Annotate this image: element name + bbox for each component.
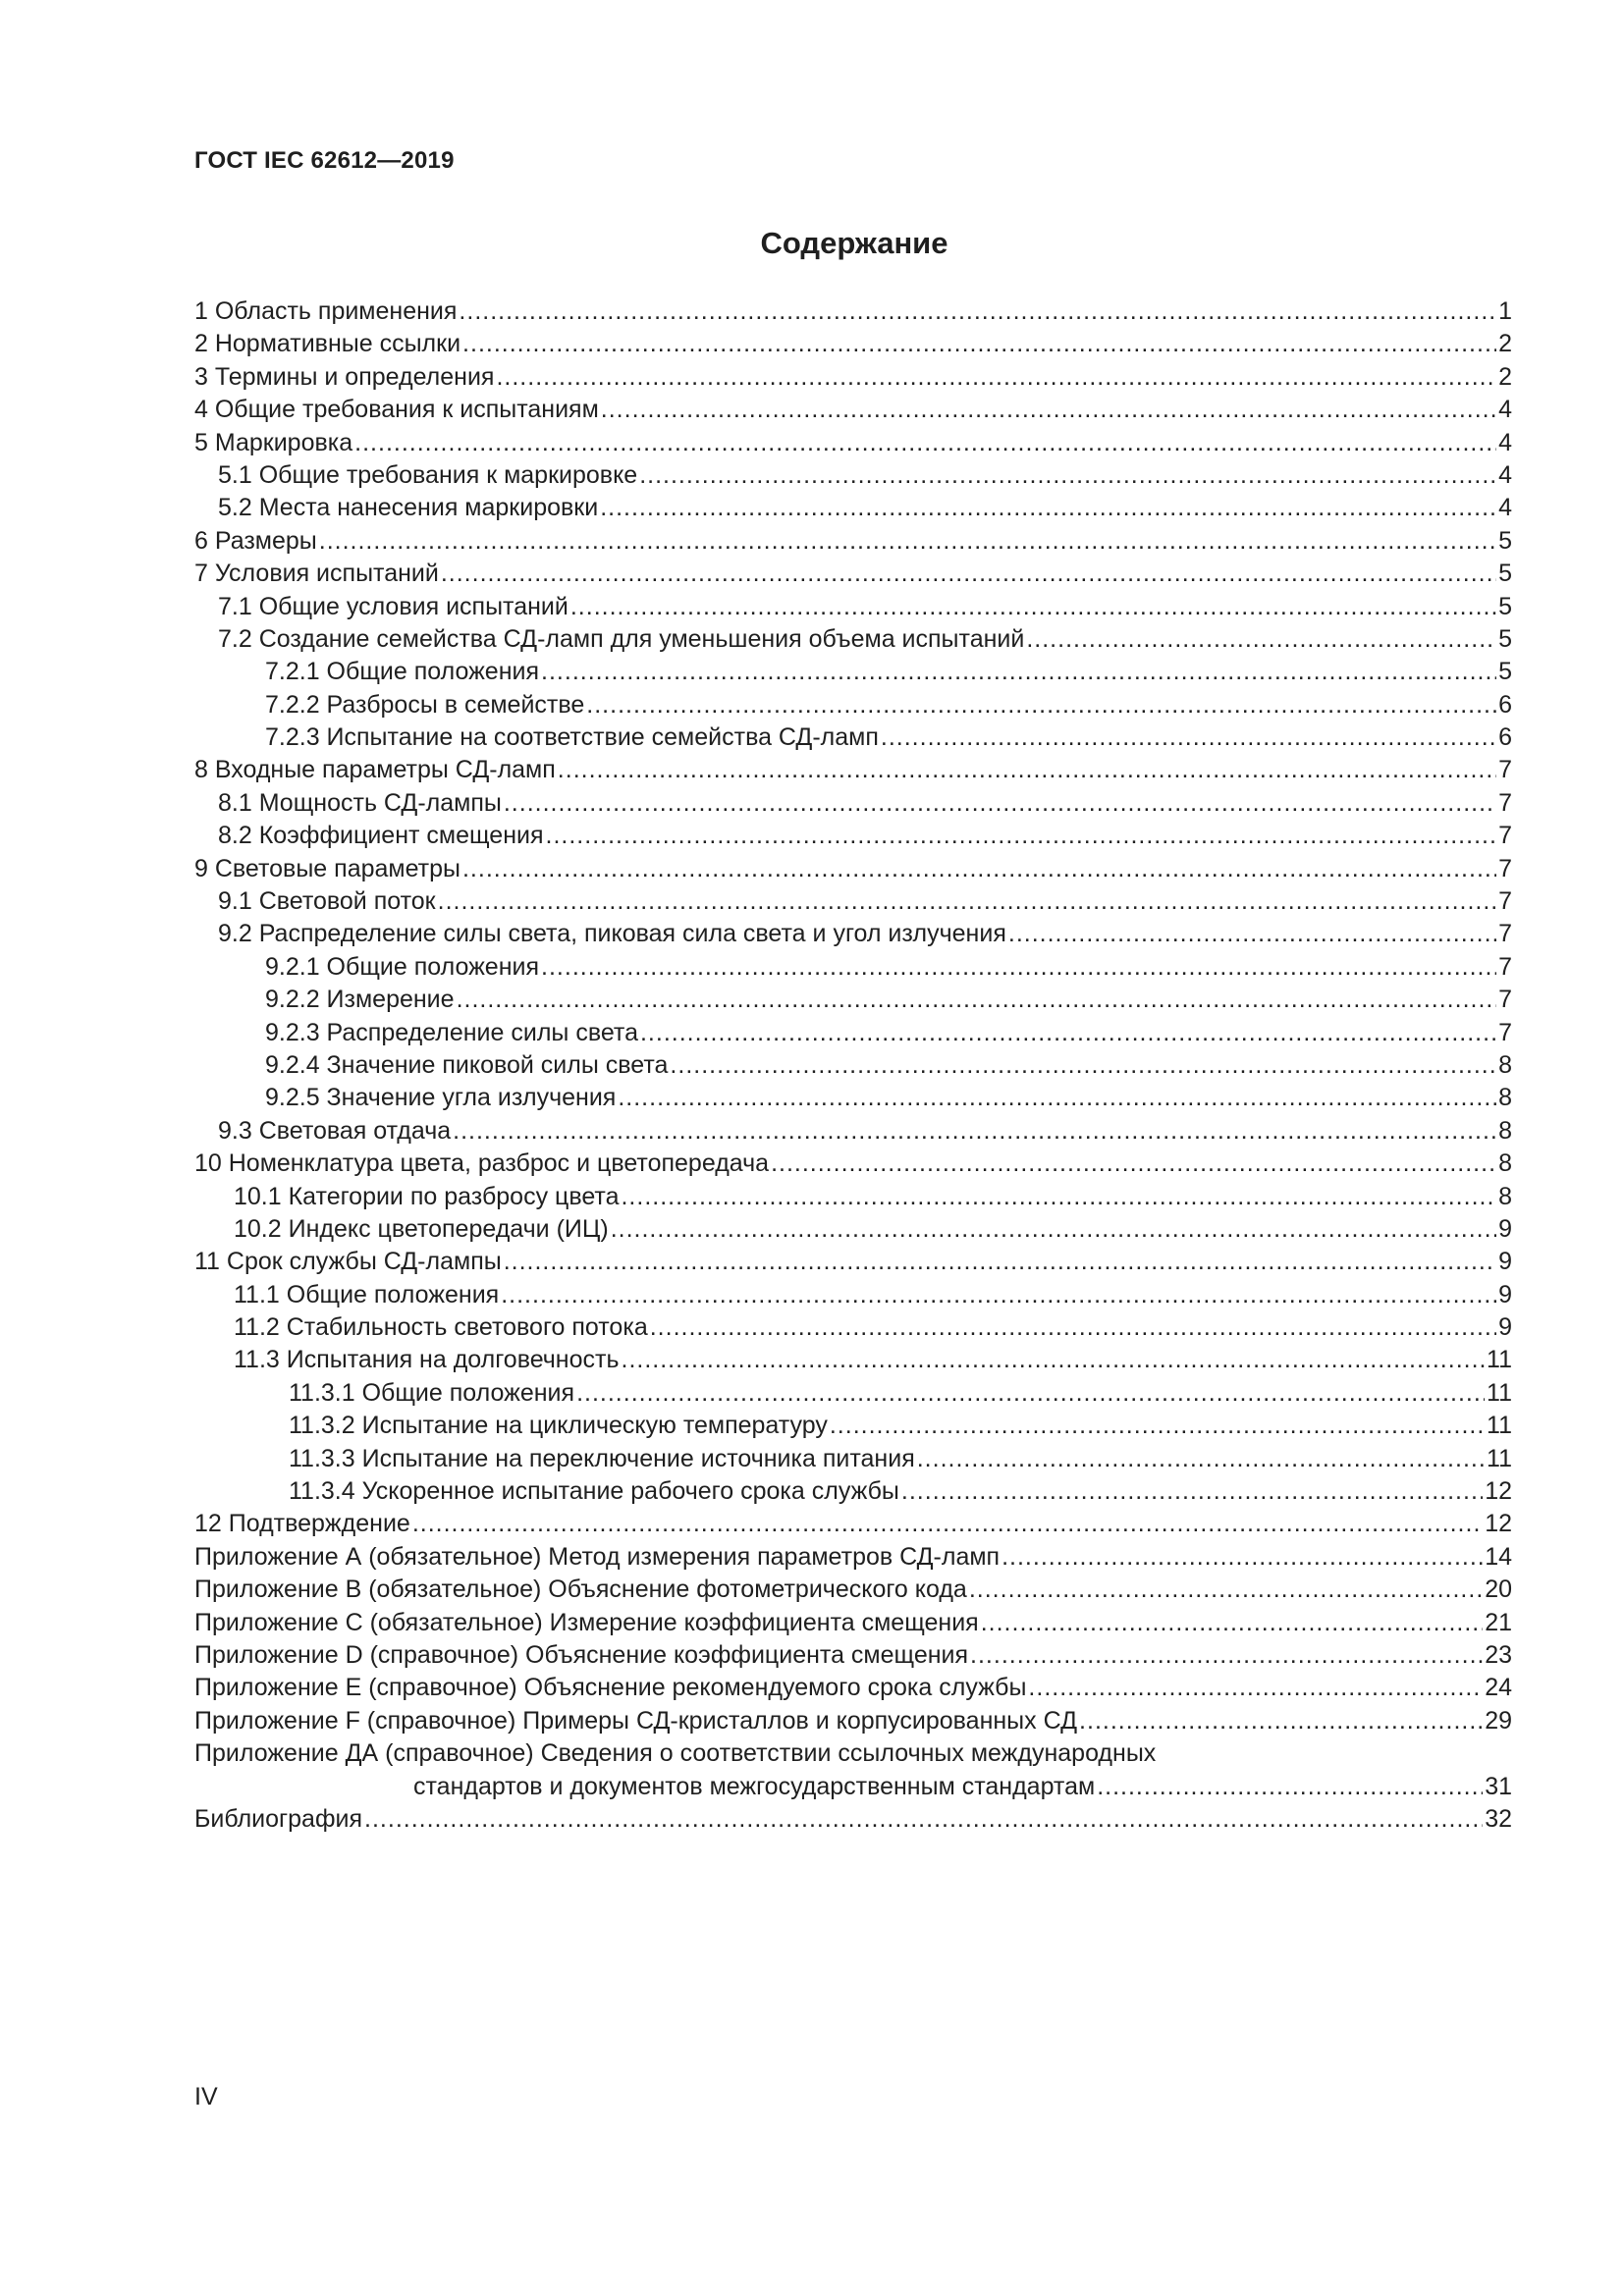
toc-entry[interactable] bbox=[194, 1279, 1512, 1311]
toc-entry-page: 4 bbox=[1498, 396, 1512, 424]
toc-entry[interactable] bbox=[194, 1508, 1512, 1540]
toc-entry[interactable] bbox=[194, 1541, 1512, 1574]
leader-dots bbox=[558, 754, 1496, 786]
leader-dots bbox=[1097, 1771, 1483, 1803]
toc-entry-page: 8 bbox=[1498, 1182, 1512, 1210]
toc-entry-title: 11 Срок службы СД-лампы bbox=[194, 1248, 502, 1276]
toc-entry-page: 7 bbox=[1498, 887, 1512, 916]
toc-entry-page: 7 bbox=[1498, 952, 1512, 981]
toc-entry-title: 9.1 Световой поток bbox=[218, 887, 436, 916]
leader-dots bbox=[570, 591, 1496, 623]
page-number: IV bbox=[194, 2083, 218, 2110]
toc-entry-page: 7 bbox=[1498, 920, 1512, 948]
leader-dots bbox=[504, 1246, 1496, 1278]
toc-entry-page: 8 bbox=[1498, 1050, 1512, 1079]
leader-dots bbox=[1026, 623, 1496, 656]
leader-dots bbox=[611, 1213, 1496, 1246]
toc-entry-title: 5.2 Места нанесения маркировки bbox=[218, 494, 599, 522]
toc-entry-page: 7 bbox=[1498, 788, 1512, 817]
toc-entry-title: 11.3.3 Испытание на переключение источника питания bbox=[289, 1444, 915, 1472]
toc-entry-page: 7 bbox=[1498, 756, 1512, 784]
toc-entry-title: 7 Условия испытаний bbox=[194, 560, 439, 588]
toc-entry[interactable] bbox=[194, 1082, 1512, 1114]
toc-entry[interactable] bbox=[194, 951, 1512, 984]
toc-entry-title: 9.2.1 Общие положения bbox=[265, 952, 540, 981]
leader-dots bbox=[586, 689, 1496, 721]
toc-entry-title: 9.3 Световая отдача bbox=[218, 1116, 452, 1145]
leader-dots bbox=[618, 1082, 1496, 1114]
toc-entry[interactable] bbox=[194, 787, 1512, 820]
toc-entry-page: 7 bbox=[1498, 822, 1512, 850]
toc-entry-title: 11.3.2 Испытание на циклическую температуру bbox=[289, 1412, 828, 1440]
toc-entry-page: 24 bbox=[1485, 1674, 1512, 1702]
toc-entry[interactable] bbox=[194, 1574, 1512, 1606]
toc-entry[interactable] bbox=[194, 1345, 1512, 1377]
toc-entry[interactable] bbox=[194, 1410, 1512, 1442]
toc-entry-title: 11.3.4 Ускоренное испытание рабочего срока службы bbox=[289, 1477, 899, 1506]
document-header: ГОСТ IEC 62612—2019 bbox=[194, 147, 455, 174]
toc-entry-page: 12 bbox=[1485, 1477, 1512, 1506]
leader-dots bbox=[969, 1574, 1483, 1606]
leader-dots bbox=[901, 1475, 1483, 1508]
leader-dots bbox=[412, 1508, 1483, 1540]
toc-entry-page: 6 bbox=[1498, 690, 1512, 719]
toc-entry-page: 9 bbox=[1498, 1280, 1512, 1308]
leader-dots bbox=[459, 295, 1496, 328]
toc-entry[interactable] bbox=[194, 689, 1512, 721]
toc-entry-page: 1 bbox=[1498, 296, 1512, 325]
toc-entry-title: 7.2 Создание семейства СД-ламп для уменьшения объема испытаний bbox=[218, 624, 1025, 653]
leader-dots bbox=[462, 328, 1496, 360]
toc-entry-page: 7 bbox=[1498, 986, 1512, 1014]
leader-dots bbox=[639, 459, 1496, 492]
leader-dots bbox=[600, 492, 1496, 524]
toc-entry-page: 29 bbox=[1485, 1706, 1512, 1735]
toc-entry-title: 9.2 Распределение силы света, пиковая сила света и угол излучения bbox=[218, 920, 1006, 948]
leader-dots bbox=[830, 1410, 1485, 1442]
toc-entry[interactable] bbox=[194, 591, 1512, 623]
toc-entry-title: 10.1 Категории по разбросу цвета bbox=[234, 1182, 620, 1210]
toc-entry[interactable] bbox=[194, 361, 1512, 394]
toc-entry-continuation[interactable] bbox=[194, 1771, 1512, 1803]
toc-entry-title: Приложение С (обязательное) Измерение коэффициента смещения bbox=[194, 1608, 979, 1636]
toc-entry-page: 5 bbox=[1498, 526, 1512, 555]
toc-entry-title: 4 Общие требования к испытаниям bbox=[194, 396, 599, 424]
toc-entry-title: 9 Световые параметры bbox=[194, 854, 460, 882]
toc-entry-page: 7 bbox=[1498, 854, 1512, 882]
toc-entry[interactable] bbox=[194, 918, 1512, 950]
toc-entry-page: 5 bbox=[1498, 592, 1512, 620]
leader-dots bbox=[1001, 1541, 1483, 1574]
leader-dots bbox=[622, 1345, 1486, 1377]
toc-entry-title: 8.2 Коэффициент смещения bbox=[218, 822, 544, 850]
leader-dots bbox=[970, 1639, 1483, 1672]
toc-entry-title: Приложение F (справочное) Примеры СД-кристаллов и корпусированных СД bbox=[194, 1706, 1078, 1735]
leader-dots bbox=[354, 427, 1496, 459]
toc-entry-page: 6 bbox=[1498, 723, 1512, 752]
leader-dots bbox=[541, 656, 1496, 688]
toc-entry-page: 5 bbox=[1498, 560, 1512, 588]
leader-dots bbox=[640, 1017, 1496, 1049]
leader-dots bbox=[501, 1279, 1496, 1311]
toc-entry-page: 11 bbox=[1487, 1378, 1512, 1407]
leader-dots bbox=[541, 951, 1496, 984]
leader-dots bbox=[576, 1377, 1485, 1410]
toc-entry-page: 4 bbox=[1498, 428, 1512, 456]
toc-entry[interactable] bbox=[194, 754, 1512, 786]
leader-dots bbox=[496, 361, 1496, 394]
toc-entry[interactable] bbox=[194, 1148, 1512, 1180]
toc-entry-title: стандартов и документов межгосударственным стандартам bbox=[413, 1772, 1096, 1800]
toc-entry[interactable] bbox=[194, 492, 1512, 524]
toc-entry[interactable] bbox=[194, 427, 1512, 459]
leader-dots bbox=[1028, 1672, 1483, 1704]
toc-entry[interactable] bbox=[194, 1475, 1512, 1508]
toc-entry[interactable] bbox=[194, 853, 1512, 885]
toc-entry-page: 11 bbox=[1487, 1346, 1512, 1374]
toc-entry[interactable] bbox=[194, 1311, 1512, 1344]
toc-entry-page: 7 bbox=[1498, 1018, 1512, 1046]
toc-entry-title: 11.3 Испытания на долговечность bbox=[234, 1346, 620, 1374]
toc-entry-title: Библиография bbox=[194, 1804, 363, 1833]
toc-entry-page: 9 bbox=[1498, 1214, 1512, 1243]
toc-entry-title: 7.2.3 Испытание на соответствие семейства СД-ламп bbox=[265, 723, 879, 752]
leader-dots bbox=[504, 787, 1496, 820]
leader-dots bbox=[441, 558, 1496, 590]
toc-entry-title: 9.2.2 Измерение bbox=[265, 986, 455, 1014]
toc-entry[interactable] bbox=[194, 820, 1512, 852]
toc-entry-page: 4 bbox=[1498, 460, 1512, 489]
leader-dots bbox=[1079, 1705, 1483, 1737]
toc-entry-title: Приложение Е (справочное) Объяснение рекомендуемого срока службы bbox=[194, 1674, 1027, 1702]
toc-entry-title: 6 Размеры bbox=[194, 526, 317, 555]
toc-entry[interactable] bbox=[194, 328, 1512, 360]
toc-entry[interactable] bbox=[194, 1705, 1512, 1737]
toc-entry-page: 31 bbox=[1485, 1772, 1512, 1800]
toc-entry-page: 12 bbox=[1485, 1510, 1512, 1538]
toc-entry-page: 2 bbox=[1498, 362, 1512, 391]
leader-dots bbox=[917, 1443, 1485, 1475]
toc-entry-title: Приложение D (справочное) Объяснение коэффициента смещения bbox=[194, 1641, 969, 1669]
toc-entry-title: 10 Номенклатура цвета, разброс и цветопередача bbox=[194, 1149, 770, 1178]
leader-dots bbox=[1008, 918, 1496, 950]
toc-entry[interactable] bbox=[194, 525, 1512, 558]
toc-entry-page: 8 bbox=[1498, 1084, 1512, 1112]
toc-entry[interactable] bbox=[194, 394, 1512, 426]
toc-entry-page: 2 bbox=[1498, 330, 1512, 358]
toc-entry-page: 8 bbox=[1498, 1116, 1512, 1145]
toc-entry[interactable] bbox=[194, 558, 1512, 590]
toc-entry-title: 5 Маркировка bbox=[194, 428, 353, 456]
toc-entry-title: 9.2.3 Распределение силы света bbox=[265, 1018, 638, 1046]
toc-entry-title: 7.2.1 Общие положения bbox=[265, 658, 540, 686]
toc-entry[interactable] bbox=[194, 1443, 1512, 1475]
leader-dots bbox=[771, 1148, 1496, 1180]
toc-entry-title: 10.2 Индекс цветопередачи (ИЦ) bbox=[234, 1214, 609, 1243]
toc-entry-page: 20 bbox=[1485, 1575, 1512, 1604]
leader-dots bbox=[319, 525, 1496, 558]
toc-entry[interactable] bbox=[194, 1737, 1512, 1770]
leader-dots bbox=[621, 1181, 1496, 1213]
toc-entry-page: 14 bbox=[1485, 1542, 1512, 1571]
leader-dots bbox=[881, 721, 1496, 754]
toc-entry-page: 5 bbox=[1498, 624, 1512, 653]
toc-entry[interactable] bbox=[194, 1607, 1512, 1639]
toc-entry[interactable] bbox=[194, 1672, 1512, 1704]
toc-entry-title: Приложение А (обязательное) Метод измерения параметров СД-ламп bbox=[194, 1542, 1001, 1571]
toc-entry-page: 9 bbox=[1498, 1248, 1512, 1276]
toc-entry-title: 1 Область применения bbox=[194, 296, 458, 325]
leader-dots bbox=[546, 820, 1497, 852]
toc-entry-page: 9 bbox=[1498, 1313, 1512, 1342]
leader-dots bbox=[670, 1049, 1496, 1082]
leader-dots bbox=[601, 394, 1496, 426]
toc-entry-title: Приложение ДА (справочное) Сведения о соответствии ссылочных международных bbox=[194, 1739, 1157, 1768]
toc-entry-title: 9.2.5 Значение угла излучения bbox=[265, 1084, 617, 1112]
toc-entry-title: 2 Нормативные ссылки bbox=[194, 330, 461, 358]
leader-dots bbox=[462, 853, 1496, 885]
toc-entry-title: 5.1 Общие требования к маркировке bbox=[218, 460, 638, 489]
toc-entry-title: 12 Подтверждение bbox=[194, 1510, 410, 1538]
toc-entry-page: 8 bbox=[1498, 1149, 1512, 1178]
toc-entry-title: 7.1 Общие условия испытаний bbox=[218, 592, 568, 620]
page-title: Содержание bbox=[760, 226, 948, 260]
toc-entry[interactable] bbox=[194, 656, 1512, 688]
toc-entry[interactable] bbox=[194, 1377, 1512, 1410]
leader-dots bbox=[457, 984, 1497, 1016]
toc-entry[interactable] bbox=[194, 1246, 1512, 1278]
leader-dots bbox=[364, 1803, 1483, 1836]
toc-entry[interactable] bbox=[194, 1017, 1512, 1049]
toc-entry[interactable] bbox=[194, 295, 1512, 328]
leader-dots bbox=[650, 1311, 1496, 1344]
toc-entry-title: Приложение В (обязательное) Объяснение фотометрического кода bbox=[194, 1575, 967, 1604]
toc-entry[interactable] bbox=[194, 1213, 1512, 1246]
toc-entry-title: 8 Входные параметры СД-ламп bbox=[194, 756, 556, 784]
table-of-contents bbox=[194, 295, 1512, 1836]
toc-entry[interactable] bbox=[194, 1803, 1512, 1836]
toc-entry-title: 7.2.2 Разбросы в семействе bbox=[265, 690, 585, 719]
toc-entry-title: 3 Термины и определения bbox=[194, 362, 495, 391]
leader-dots bbox=[981, 1607, 1483, 1639]
toc-entry-page: 5 bbox=[1498, 658, 1512, 686]
toc-entry[interactable] bbox=[194, 721, 1512, 754]
toc-entry-title: 11.1 Общие положения bbox=[234, 1280, 500, 1308]
toc-entry[interactable] bbox=[194, 1115, 1512, 1148]
toc-entry[interactable] bbox=[194, 1181, 1512, 1213]
toc-entry-title: 11.2 Стабильность светового потока bbox=[234, 1313, 648, 1342]
toc-entry-page: 11 bbox=[1487, 1444, 1512, 1472]
toc-entry-page: 11 bbox=[1487, 1412, 1512, 1440]
toc-entry-title: 9.2.4 Значение пиковой силы света bbox=[265, 1050, 669, 1079]
toc-entry-page: 4 bbox=[1498, 494, 1512, 522]
toc-entry[interactable] bbox=[194, 885, 1512, 918]
toc-entry-title: 11.3.1 Общие положения bbox=[289, 1378, 575, 1407]
toc-entry-page: 21 bbox=[1485, 1608, 1512, 1636]
toc-entry[interactable] bbox=[194, 1049, 1512, 1082]
toc-entry[interactable] bbox=[194, 984, 1512, 1016]
leader-dots bbox=[453, 1115, 1496, 1148]
toc-entry-title: 8.1 Мощность СД-лампы bbox=[218, 788, 502, 817]
toc-entry[interactable] bbox=[194, 459, 1512, 492]
leader-dots bbox=[438, 885, 1496, 918]
toc-entry-page: 23 bbox=[1485, 1641, 1512, 1669]
toc-entry-page: 32 bbox=[1485, 1804, 1512, 1833]
toc-entry[interactable] bbox=[194, 623, 1512, 656]
toc-entry[interactable] bbox=[194, 1639, 1512, 1672]
